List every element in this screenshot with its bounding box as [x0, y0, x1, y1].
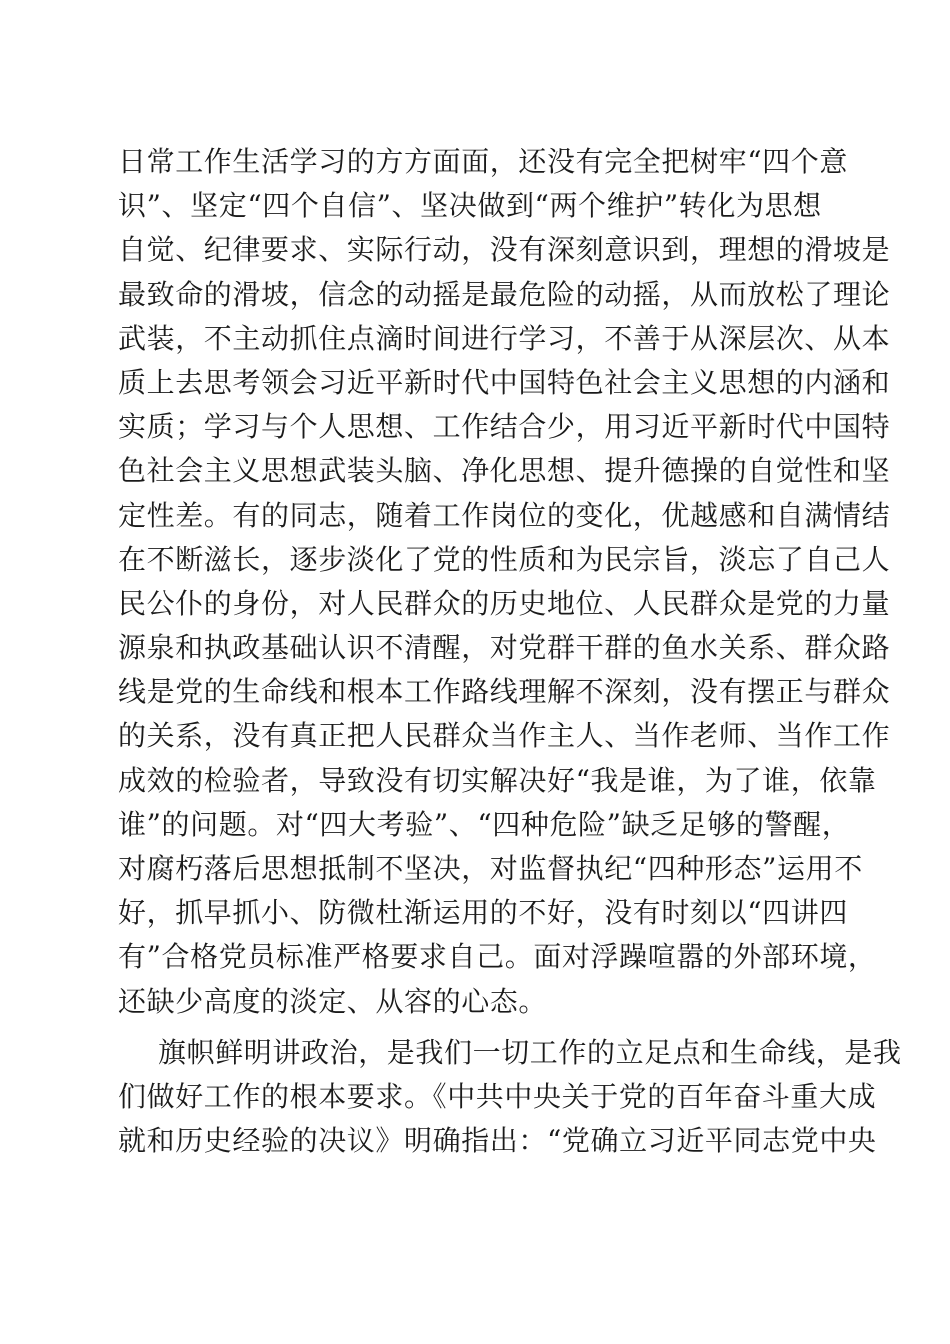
paragraph-1-line: 色社会主义思想武装头脑、净化思想、提升德操的自觉性和坚 [118, 454, 891, 488]
paragraph-1-line: 还缺少高度的淡定、从容的心态。 [118, 984, 548, 1018]
paragraph-1-line: 质上去思考领会习近平新时代中国特色社会主义思想的内涵和 [118, 365, 891, 399]
paragraph-1-line: 成效的检验者，导致没有切实解决好“我是谁，为了谁，依靠 [118, 763, 877, 797]
paragraph-1-line: 日常工作生活学习的方方面面，还没有完全把树牢“四个意 [118, 145, 848, 178]
paragraph-2-line: 旗帜鲜明讲政治，是我们一切工作的立足点和生命线，是我 [158, 1036, 902, 1069]
paragraph-1 [118, 140, 891, 1024]
paragraph-1-line: 武装，不主动抓住点滴时间进行学习，不善于从深层次、从本 [118, 321, 891, 355]
paragraph-1-line: 自觉、纪律要求、实际行动，没有深刻意识到，理想的滑坡是 [118, 233, 891, 267]
paragraph-1-line: 在不断滋长，逐步淡化了党的性质和为民宗旨，淡忘了自己人 [118, 542, 891, 576]
paragraph-1-line: 谁”的问题。对“四大考验”、“四种危险”缺乏足够的警醒， [118, 807, 851, 841]
paragraph-1-line: 对腐朽落后思想抵制不坚决，对监督执纪“四种形态”运用不 [118, 852, 863, 885]
paragraph-1-line: 民公仆的身份，对人民群众的历史地位、人民群众是党的力量 [118, 586, 891, 620]
paragraph-1-line: 实质；学习与个人思想、工作结合少，用习近平新时代中国特 [118, 410, 891, 444]
paragraph-1-line: 最致命的滑坡，信念的动摇是最危险的动摇，从而放松了理论 [118, 277, 891, 311]
paragraph-2 [118, 1031, 902, 1164]
paragraph-2-line: 就和历史经验的决议》明确指出：“党确立习近平同志党中央 [118, 1124, 877, 1158]
paragraph-1-line: 线是党的生命线和根本工作路线理解不深刻，没有摆正与群众 [118, 675, 891, 709]
paragraph-2-line: 们做好工作的根本要求。《中共中央关于党的百年奋斗重大成 [118, 1080, 877, 1114]
paragraph-1-line: 有”合格党员标准严格要求自己。面对浮躁喧嚣的外部环境， [118, 940, 877, 974]
paragraph-1-line: 的关系，没有真正把人民群众当作主人、当作老师、当作工作 [118, 719, 891, 753]
paragraph-1-line: 定性差。有的同志，随着工作岗位的变化，优越感和自满情结 [118, 498, 891, 532]
paragraph-1-line: 源泉和执政基础认识不清醒，对党群干群的鱼水关系、群众路 [118, 631, 891, 665]
paragraph-1-line: 好，抓早抓小、防微杜渐运用的不好，没有时刻以“四讲四 [118, 896, 848, 930]
paragraph-1-line: 识”、坚定“四个自信”、坚决做到“两个维护”转化为思想 [118, 189, 822, 223]
